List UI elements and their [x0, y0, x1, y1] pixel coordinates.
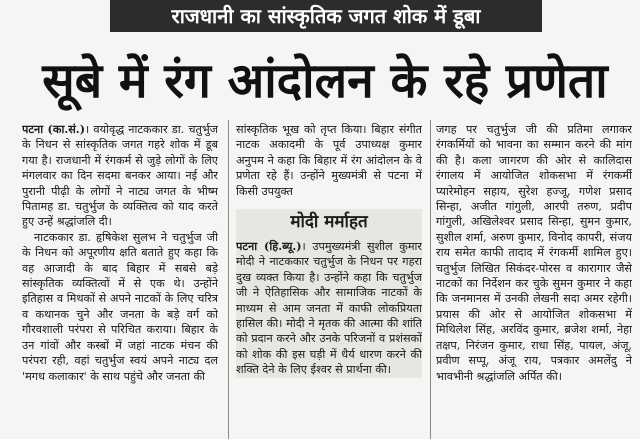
- dateline: पटना (हि.ब्यू.): [236, 239, 302, 254]
- article-column-3: [436, 122, 632, 439]
- article-column-2: [236, 122, 422, 439]
- column-rule: [228, 120, 229, 439]
- column-rule: [430, 120, 431, 439]
- article-paragraph: नाटककार डा. हृषिकेश सुलभ ने चतुर्भुज जी के निधन को अपूरणीय क्षति बताते हुए कहा कि वह आजादी के बाद बिहार में सबसे बड़े सांस्कृतिक व्यक्तित्वों में से एक थे। उन्होंने इतिहास व मिथकों से अपने नाटकों के लिए चरित्र व कथानक चुने और जनता के बड़े वर्ग को गौरवशाली परंपरा से परिचित कराया। बिहार के उन गांवों और कस्बों में जहां नाटक मंचन की परंपरा रही, वहां चतुर्भुज स्वयं अपने नाट्य दल 'मगध कलाकार' के साथ पहुंचे और जनता की: [22, 230, 218, 383]
- paragraph-text: । वयोवृद्ध नाटककार डा. चतुर्भुज के निधन से सांस्कृतिक जगत गहरे शोक में डूब गया है। राजधानी में रंगकर्म से जुड़े लोगों के लिए मंगलवार का दिन सदमा बनकर आया। नई और पुरानी पीढ़ी के लोगों ने नाट्य जगत के भीष्म पितामह डा. चतुर्भुज के व्यक्तित्व को याद करते हुए उन्हें श्रद्धांजलि दी।: [22, 123, 218, 229]
- kicker-banner: राजधानी का सांस्कृतिक जगत शोक में डूबा: [110, 0, 542, 32]
- article-paragraph: [22, 122, 218, 230]
- dateline: पटना (का.सं.): [22, 122, 85, 136]
- paragraph-text: । उपमुख्यमंत्री सुशील कुमार मोदी ने नाटककार चतुर्भुज के निधन पर गहरा दुख व्यक्त किया है। उन्होंने कहा कि चतुर्भुज जी ने ऐतिहासिक और सामाजिक नाटकों के माध्यम से आम जनता में काफी लोकप्रियता हासिल की। मोदी ने मृतक की आत्मा की शांति को प्रदान करने और उनके परिजनों व प्रशंसकों को शोक की इस घड़ी में धैर्य धारण करने की शक्ति देने के लिए ईश्वर से प्रार्थना की।: [236, 240, 422, 377]
- sub-headline: मोदी मर्माहत: [290, 212, 368, 233]
- sub-article: [236, 209, 422, 378]
- article-paragraph: सांस्कृतिक भूख को तृप्त किया। बिहार संगीत नाटक अकादमी के पूर्व उपाध्यक्ष कुमार अनुपम ने कहा कि बिहार में रंग आंदोलन के वे प्रणेता रहे हैं। उन्होंने मुख्यमंत्री से पटना में किसी उपयुक्त: [236, 123, 422, 198]
- article-paragraph: [236, 239, 422, 378]
- article-column-1: [22, 122, 218, 439]
- headline: सूबे में रंग आंदोलन के रहे प्रणेता: [42, 53, 608, 109]
- article-paragraph: जगह पर चतुर्भुज जी की प्रतिमा लगाकर रंगकर्मियों को भावना का सम्मान करने की मांग की है। कला जागरण की ओर से कालिदास रंगालय में आयोजित शोकसभा में रंगकर्मी प्यारेमोहन सहाय, सुरेश हज्जू, गणेश प्रसाद सिन्हा, अजीत गांगुली, आरपी तरुण, प्रदीप गांगुली, अखिलेश्वर प्रसाद सिन्हा, सुमन कुमार, सुशील शर्मा, अरुण कुमार, विनोद कापरी, संजय राय समेत काफी तादाद में रंगकर्मी शामिल हुए। चतुर्भुज लिखित सिकंदर-पोरस व कारागार जैसे नाटकों का निर्देशन कर चुके सुमन कुमार ने कहा कि जनमानस में उनकी लेखनी सदा अमर रहेगी। प्रयास की ओर से आयोजित शोकसभा में मिथिलेश सिंह, अरविंद कुमार, ब्रजेश शर्मा, नेहा तक्षप, निरंजन कुमार, राधा सिंह, पायल, अंजू, प्रवीण सप्पू, अंजू राय, पत्रकार अमलेंदु ने भावभीनी श्रद्धांजलि अर्पित की।: [436, 123, 632, 383]
